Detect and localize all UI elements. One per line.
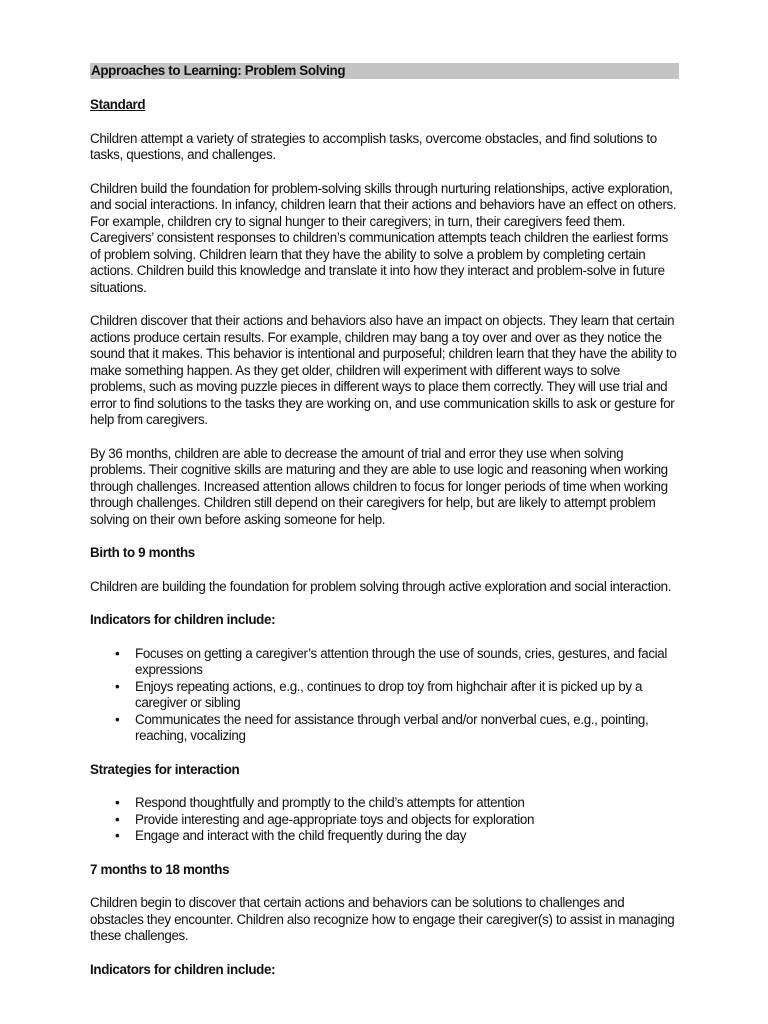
indicators-list: [90, 646, 678, 745]
list-item: • Communicates the need for assistance through verbal and/or nonverbal cues, e.g., pointing, reaching, vocalizing: [135, 712, 678, 745]
paragraph-foundation: Children build the foundation for problem-solving skills through nurturing relationships, active exploration, and social interactions. In infancy, children learn that their actions and behaviors have an effect on others. For example, children cry to signal hunger to their caregivers; in turn, their caregivers feed them. Caregivers’ consistent responses to children’s communication attempts teach children the earliest forms of problem solving. Children learn that they have the ability to solve a problem by completing certain actions. Children build this knowledge and translate it into how they interact and problem-solve in future situations.: [90, 180, 677, 295]
indicators-heading: Indicators for children include:: [90, 612, 276, 627]
section-intro-birth-9-months: Children are building the foundation for problem solving through active exploration and social interaction.: [90, 578, 672, 594]
indicators-heading-7-18: Indicators for children include:: [90, 961, 276, 977]
list-item: • Enjoys repeating actions, e.g., continues to drop toy from highchair after it is picked up by a caregiver or sibling: [135, 679, 678, 712]
standard-heading: Standard: [90, 97, 146, 112]
document-title: Approaches to Learning: Problem Solving: [90, 63, 679, 79]
list-item: • Provide interesting and age-appropriate toys and objects for exploration: [135, 812, 678, 829]
section-intro-7-18-months: Children begin to discover that certain actions and behaviors can be solutions to challenges and obstacles they encounter. Children also recognize how to engage their caregiver(s) to assist in managing these challenges.: [90, 895, 675, 943]
paragraph-36-months: By 36 months, children are able to decrease the amount of trial and error they use when solving problems. Their cognitive skills are maturing and they are able to use logic and reasoning when working through challenges. Increased attention allows children to focus for longer periods of time when working through challenges. Children still depend on their caregivers for help, but are likely to attempt problem solving on their own before asking someone for help.: [90, 445, 668, 527]
list-item: • Respond thoughtfully and promptly to the child’s attempts for attention: [135, 795, 678, 812]
paragraph-objects: Children discover that their actions and behaviors also have an impact on objects. They learn that certain actions produce certain results. For example, children may bang a toy over and over as they notice the sound that it makes. This behavior is intentional and purposeful; children learn that they have the ability to make something happen. As they get older, children will experiment with different ways to solve problems, such as moving puzzle pieces in different ways to place them correctly. They will use trial and error to find solutions to the tasks they are working on, and use communication skills to ask or gesture for help from caregivers.: [90, 313, 677, 427]
list-item: • Engage and interact with the child frequently during the day: [135, 828, 678, 845]
section-heading-birth-9-months: Birth to 9 months: [90, 545, 195, 560]
paragraph-standard: Children attempt a variety of strategies to accomplish tasks, overcome obstacles, and find solutions to tasks, questions, and challenges.: [90, 130, 657, 162]
strategies-heading: Strategies for interaction: [90, 761, 240, 777]
strategies-list: [90, 795, 678, 845]
section-heading-7-18-months: 7 months to 18 months: [90, 861, 230, 877]
list-item: • Focuses on getting a caregiver’s attention through the use of sounds, cries, gestures, and facial expressions: [135, 646, 678, 679]
